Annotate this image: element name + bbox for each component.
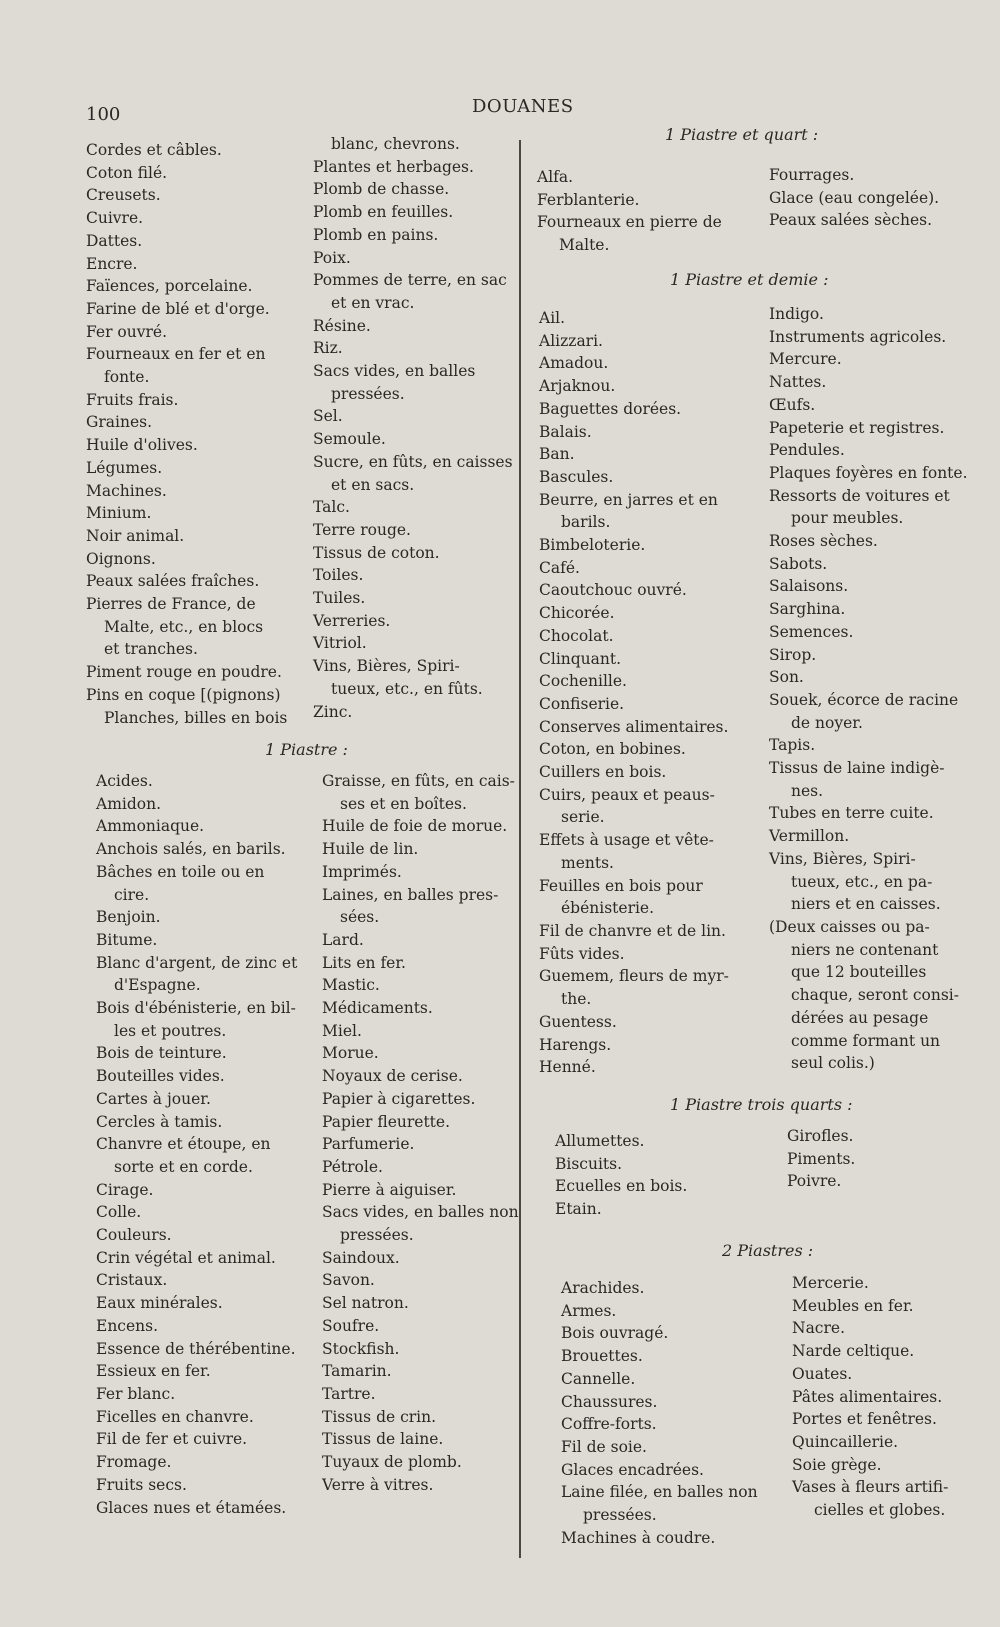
list-item: Vases à fleurs artifi- bbox=[792, 1478, 949, 1497]
list-item: ments. bbox=[561, 853, 614, 872]
list-item: Tissus de coton. bbox=[313, 543, 440, 562]
list-item: fonte. bbox=[104, 368, 150, 387]
list-item: Benjoin. bbox=[96, 908, 161, 927]
list-item: (Deux caisses ou pa- bbox=[769, 917, 930, 936]
list-item: Fruits frais. bbox=[86, 390, 179, 409]
list-item: Noir animal. bbox=[86, 526, 185, 545]
list-item: Etain. bbox=[555, 1200, 602, 1219]
list-item: Colle. bbox=[96, 1203, 142, 1222]
list-item: Médicaments. bbox=[322, 999, 433, 1018]
list-item: pour meubles. bbox=[791, 509, 904, 528]
list-item: et tranches. bbox=[104, 640, 198, 659]
list-item: Chanvre et étoupe, en bbox=[96, 1135, 271, 1154]
list-item: Vermillon. bbox=[769, 827, 850, 846]
list-item: Cuirs, peaux et peaus- bbox=[539, 785, 715, 804]
list-item: Henné. bbox=[539, 1058, 596, 1077]
list-column-left-mid-1 bbox=[96, 770, 316, 1519]
list-item: Huile de lin. bbox=[322, 840, 419, 859]
list-item: Machines. bbox=[86, 481, 167, 500]
list-item: Légumes. bbox=[86, 458, 163, 477]
list-item: Instruments agricoles. bbox=[769, 327, 947, 346]
list-item: Farine de blé et d'orge. bbox=[86, 299, 270, 318]
list-item: Piments. bbox=[787, 1149, 856, 1168]
list-item: sorte et en corde. bbox=[114, 1157, 253, 1176]
list-item: Soufre. bbox=[322, 1316, 380, 1335]
list-item: Lits en fer. bbox=[322, 953, 406, 972]
list-item: Planches, billes en bois bbox=[104, 708, 288, 727]
tariff-header-1-piastre-et-demie: 1 Piastre et demie : bbox=[670, 270, 829, 289]
list-item: Ammoniaque. bbox=[96, 817, 205, 836]
list-item: que 12 bouteilles bbox=[791, 963, 927, 982]
list-item: Alizzari. bbox=[539, 331, 603, 350]
list-item: Ecuelles en bois. bbox=[555, 1177, 688, 1196]
list-item: Oignons. bbox=[86, 549, 156, 568]
list-item: Résine. bbox=[313, 316, 371, 335]
list-item: Clinquant. bbox=[539, 649, 622, 668]
list-item: Essence de thérébentine. bbox=[96, 1339, 296, 1358]
list-item: Papier à cigarettes. bbox=[322, 1089, 476, 1108]
list-item: Balais. bbox=[539, 422, 592, 441]
list-column-right-b-2 bbox=[769, 303, 984, 1075]
list-item: Encre. bbox=[86, 254, 138, 273]
list-item: Indigo. bbox=[769, 305, 824, 323]
list-item: Plantes et herbages. bbox=[313, 157, 474, 176]
list-item: Guemem, fleurs de myr- bbox=[539, 967, 729, 986]
list-item: tueux, etc., en pa- bbox=[791, 872, 933, 891]
list-item: Sacs vides, en balles bbox=[313, 362, 476, 381]
list-item: Mercerie. bbox=[792, 1274, 869, 1292]
list-item: Caoutchouc ouvré. bbox=[539, 581, 687, 600]
list-item: nes. bbox=[791, 781, 824, 800]
list-item: Plomb de chasse. bbox=[313, 180, 450, 199]
list-item: Ouates. bbox=[792, 1364, 853, 1383]
list-item: Tissus de laine. bbox=[322, 1430, 444, 1449]
list-item: comme formant un bbox=[791, 1031, 941, 1050]
list-item: Miel. bbox=[322, 1021, 362, 1040]
list-item: Fûts vides. bbox=[539, 944, 625, 963]
list-item: Fil de soie. bbox=[561, 1437, 647, 1456]
list-item: Sirop. bbox=[769, 645, 817, 664]
list-item: les et poutres. bbox=[114, 1021, 227, 1040]
list-item: Fil de fer et cuivre. bbox=[96, 1430, 248, 1449]
list-item: Malte, etc., en blocs bbox=[104, 617, 264, 636]
list-item: Crin végétal et animal. bbox=[96, 1248, 276, 1267]
list-item: Vins, Bières, Spiri- bbox=[313, 657, 460, 676]
list-item: Encens. bbox=[96, 1316, 159, 1335]
list-column-left-top-2 bbox=[313, 133, 518, 723]
list-item: Cristaux. bbox=[96, 1271, 168, 1290]
list-item: Ferblanterie. bbox=[537, 190, 640, 209]
list-item: Chicorée. bbox=[539, 604, 615, 623]
list-item: Guentess. bbox=[539, 1012, 617, 1031]
list-item: Ban. bbox=[539, 445, 575, 464]
list-item: Glace (eau congelée). bbox=[769, 188, 940, 207]
list-item: Couleurs. bbox=[96, 1226, 172, 1245]
list-item: Fil de chanvre et de lin. bbox=[539, 921, 726, 940]
list-item: Conserves alimentaires. bbox=[539, 717, 729, 736]
list-item: Peaux salées sèches. bbox=[769, 211, 933, 230]
list-item: Bitume. bbox=[96, 930, 158, 949]
list-column-right-c-2 bbox=[787, 1125, 967, 1193]
list-item: Dattes. bbox=[86, 231, 143, 250]
list-item: pressées. bbox=[340, 1226, 414, 1245]
list-item: Café. bbox=[539, 558, 580, 577]
list-item: the. bbox=[561, 990, 592, 1009]
list-item: de noyer. bbox=[791, 713, 863, 732]
list-item: Tapis. bbox=[769, 736, 816, 755]
list-item: Salaisons. bbox=[769, 577, 849, 596]
list-item: niers ne contenant bbox=[791, 940, 939, 959]
list-item: Sabots. bbox=[769, 554, 828, 573]
list-item: Laine filée, en balles non bbox=[561, 1483, 758, 1502]
list-item: serie. bbox=[561, 808, 605, 827]
list-item: Fruits secs. bbox=[96, 1475, 187, 1494]
list-item: Sel. bbox=[313, 407, 343, 426]
list-item: Chocolat. bbox=[539, 626, 614, 645]
list-item: Fourneaux en pierre de bbox=[537, 213, 722, 232]
list-item: Graisse, en fûts, en cais- bbox=[322, 772, 515, 790]
list-item: Tissus de laine indigè- bbox=[769, 759, 945, 778]
list-item: Coton, en bobines. bbox=[539, 740, 686, 759]
list-item: Noyaux de cerise. bbox=[322, 1067, 463, 1086]
list-item: Allumettes. bbox=[555, 1132, 645, 1150]
list-column-right-d-1 bbox=[561, 1277, 786, 1549]
list-item: Cannelle. bbox=[561, 1369, 636, 1388]
list-item: pressées. bbox=[583, 1506, 657, 1525]
list-item: Nattes. bbox=[769, 373, 827, 392]
list-item: Meubles en fer. bbox=[792, 1296, 914, 1315]
list-item: Pins en coque [(pignons) bbox=[86, 685, 281, 704]
list-item: Parfumerie. bbox=[322, 1135, 415, 1154]
list-item: cielles et globes. bbox=[814, 1501, 946, 1520]
list-item: Tuyaux de plomb. bbox=[322, 1453, 462, 1472]
list-item: Tubes en terre cuite. bbox=[769, 804, 934, 823]
list-item: Cordes et câbles. bbox=[86, 141, 222, 159]
list-item: Fer ouvré. bbox=[86, 322, 167, 341]
list-item: Mercure. bbox=[769, 350, 842, 369]
list-item: Anchois salés, en barils. bbox=[96, 840, 286, 859]
list-item: Coffre-forts. bbox=[561, 1415, 657, 1434]
list-item: Poix. bbox=[313, 248, 351, 267]
list-item: et en vrac. bbox=[331, 293, 415, 312]
page-number: 100 bbox=[86, 104, 121, 125]
list-item: Sel natron. bbox=[322, 1294, 409, 1313]
list-item: Amadou. bbox=[539, 354, 609, 373]
list-item: Biscuits. bbox=[555, 1154, 623, 1173]
list-item: Bois de teinture. bbox=[96, 1044, 227, 1063]
list-item: blanc, chevrons. bbox=[331, 135, 460, 153]
list-item: Eaux minérales. bbox=[96, 1294, 223, 1313]
list-item: Verreries. bbox=[313, 611, 391, 630]
list-item: Armes. bbox=[561, 1301, 617, 1320]
list-item: Ficelles en chanvre. bbox=[96, 1407, 254, 1426]
list-item: barils. bbox=[561, 513, 611, 532]
list-item: et en sacs. bbox=[331, 475, 415, 494]
list-item: Riz. bbox=[313, 339, 343, 358]
list-item: Huile de foie de morue. bbox=[322, 817, 508, 836]
list-item: Sucre, en fûts, en caisses bbox=[313, 452, 513, 471]
list-item: Sacs vides, en balles non bbox=[322, 1203, 519, 1222]
tariff-header-2-piastres: 2 Piastres : bbox=[722, 1241, 814, 1260]
list-item: Stockfish. bbox=[322, 1339, 400, 1358]
list-item: chaque, seront consi- bbox=[791, 986, 959, 1005]
list-item: Roses sèches. bbox=[769, 532, 878, 551]
list-item: Nacre. bbox=[792, 1319, 845, 1338]
list-item: Tissus de crin. bbox=[322, 1407, 437, 1426]
list-item: Faïences, porcelaine. bbox=[86, 277, 253, 296]
list-item: Pommes de terre, en sac bbox=[313, 271, 507, 290]
list-item: ébénisterie. bbox=[561, 899, 655, 918]
list-item: Papeterie et registres. bbox=[769, 418, 945, 437]
list-item: Vins, Bières, Spiri- bbox=[769, 849, 916, 868]
list-item: Vitriol. bbox=[313, 634, 367, 653]
list-item: niers et en caisses. bbox=[791, 895, 941, 914]
list-item: Fourneaux en fer et en bbox=[86, 345, 266, 364]
list-column-right-d-2 bbox=[792, 1272, 982, 1522]
tariff-header-1-piastre: 1 Piastre : bbox=[265, 740, 348, 759]
list-item: Mastic. bbox=[322, 976, 380, 995]
list-item: Alfa. bbox=[537, 168, 574, 186]
list-item: Chaussures. bbox=[561, 1392, 658, 1411]
list-item: Talc. bbox=[313, 498, 350, 517]
list-item: Cuillers en bois. bbox=[539, 763, 667, 782]
list-item: Huile d'olives. bbox=[86, 436, 198, 455]
list-item: Laines, en balles pres- bbox=[322, 885, 499, 904]
list-item: ses et en boîtes. bbox=[340, 794, 467, 813]
list-item: Glaces encadrées. bbox=[561, 1460, 704, 1479]
list-item: Quincaillerie. bbox=[792, 1432, 899, 1451]
list-item: Confiserie. bbox=[539, 694, 625, 713]
list-item: Bois ouvragé. bbox=[561, 1324, 669, 1343]
list-item: Coton filé. bbox=[86, 163, 168, 182]
list-item: pressées. bbox=[331, 384, 405, 403]
list-item: Blanc d'argent, de zinc et bbox=[96, 953, 298, 972]
list-item: seul colis.) bbox=[791, 1054, 875, 1073]
list-item: Soie grège. bbox=[792, 1455, 882, 1474]
list-item: Arjaknou. bbox=[539, 377, 616, 396]
list-item: Cartes à jouer. bbox=[96, 1089, 211, 1108]
list-item: Morue. bbox=[322, 1044, 379, 1063]
list-item: cire. bbox=[114, 885, 150, 904]
list-item: Harengs. bbox=[539, 1035, 612, 1054]
list-item: tueux, etc., en fûts. bbox=[331, 679, 483, 698]
list-item: Peaux salées fraîches. bbox=[86, 572, 260, 591]
list-item: Imprimés. bbox=[322, 862, 402, 881]
list-item: Acides. bbox=[96, 772, 153, 790]
list-item: Tuiles. bbox=[313, 589, 366, 608]
list-item: Plomb en pains. bbox=[313, 225, 439, 244]
list-item: Plomb en feuilles. bbox=[313, 203, 454, 222]
list-item: Girofles. bbox=[787, 1127, 854, 1145]
list-item: Cochenille. bbox=[539, 672, 627, 691]
list-item: Brouettes. bbox=[561, 1347, 643, 1366]
list-item: Beurre, en jarres et en bbox=[539, 490, 718, 509]
list-item: Ail. bbox=[539, 309, 566, 327]
list-item: Terre rouge. bbox=[313, 520, 411, 539]
list-item: Cercles à tamis. bbox=[96, 1112, 223, 1131]
list-item: Savon. bbox=[322, 1271, 375, 1290]
list-column-right-c-1 bbox=[555, 1130, 755, 1221]
list-item: Pierres de France, de bbox=[86, 595, 256, 614]
list-column-left-top-1 bbox=[86, 139, 311, 729]
list-item: Zinc. bbox=[313, 702, 353, 721]
list-item: Machines à coudre. bbox=[561, 1528, 716, 1547]
list-item: Portes et fenêtres. bbox=[792, 1410, 937, 1429]
list-item: Fromage. bbox=[96, 1453, 172, 1472]
running-head: DOUANES bbox=[472, 96, 574, 117]
list-item: Lard. bbox=[322, 930, 364, 949]
list-item: Toiles. bbox=[313, 566, 364, 585]
list-item: Saindoux. bbox=[322, 1248, 400, 1267]
list-item: Verre à vitres. bbox=[322, 1475, 434, 1494]
list-item: Bouteilles vides. bbox=[96, 1067, 225, 1086]
list-item: Papier fleurette. bbox=[322, 1112, 450, 1131]
list-item: Bâches en toile ou en bbox=[96, 862, 265, 881]
list-item: sées. bbox=[340, 908, 380, 927]
list-item: Glaces nues et étamées. bbox=[96, 1498, 287, 1517]
tariff-header-1-piastre-trois-quarts: 1 Piastre trois quarts : bbox=[670, 1095, 853, 1114]
list-item: Pétrole. bbox=[322, 1157, 383, 1176]
list-item: Pierre à aiguiser. bbox=[322, 1180, 457, 1199]
tariff-header-1-piastre-et-quart: 1 Piastre et quart : bbox=[665, 125, 819, 144]
list-item: Essieux en fer. bbox=[96, 1362, 211, 1381]
list-item: Arachides. bbox=[561, 1279, 645, 1297]
list-item: Œufs. bbox=[769, 395, 816, 414]
list-item: Tartre. bbox=[322, 1384, 376, 1403]
list-column-left-mid-2 bbox=[322, 770, 522, 1497]
list-item: Souek, écorce de racine bbox=[769, 690, 959, 709]
list-item: Baguettes dorées. bbox=[539, 399, 682, 418]
list-item: Semoule. bbox=[313, 430, 386, 449]
list-item: Bascules. bbox=[539, 467, 614, 486]
list-item: Pendules. bbox=[769, 441, 845, 460]
list-item: Feuilles en bois pour bbox=[539, 876, 703, 895]
list-column-right-a-1 bbox=[537, 166, 757, 257]
list-item: Pâtes alimentaires. bbox=[792, 1387, 943, 1406]
list-item: Son. bbox=[769, 668, 804, 687]
list-item: Bois d'ébénisterie, en bil- bbox=[96, 999, 296, 1018]
list-item: Plaques foyères en fonte. bbox=[769, 463, 968, 482]
list-column-right-b-1 bbox=[539, 307, 764, 1079]
list-item: Sarghina. bbox=[769, 600, 846, 619]
list-item: Piment rouge en poudre. bbox=[86, 663, 282, 682]
list-item: Fer blanc. bbox=[96, 1384, 176, 1403]
list-item: Amidon. bbox=[96, 794, 162, 813]
list-item: Malte. bbox=[559, 236, 610, 255]
list-item: Bimbeloterie. bbox=[539, 536, 646, 555]
list-item: Graines. bbox=[86, 413, 153, 432]
list-item: Tamarin. bbox=[322, 1362, 392, 1381]
list-item: Effets à usage et vête- bbox=[539, 831, 714, 850]
list-item: Fourrages. bbox=[769, 166, 855, 184]
list-item: Cirage. bbox=[96, 1180, 154, 1199]
list-item: Creusets. bbox=[86, 186, 161, 205]
list-item: Ressorts de voitures et bbox=[769, 486, 950, 505]
list-item: Poivre. bbox=[787, 1172, 842, 1191]
list-item: Cuivre. bbox=[86, 209, 144, 228]
list-item: Narde celtique. bbox=[792, 1342, 915, 1361]
list-column-right-a-2 bbox=[769, 164, 969, 232]
list-item: Semences. bbox=[769, 622, 854, 641]
list-item: dérées au pesage bbox=[791, 1008, 929, 1027]
list-item: d'Espagne. bbox=[114, 976, 201, 995]
list-item: Minium. bbox=[86, 504, 152, 523]
